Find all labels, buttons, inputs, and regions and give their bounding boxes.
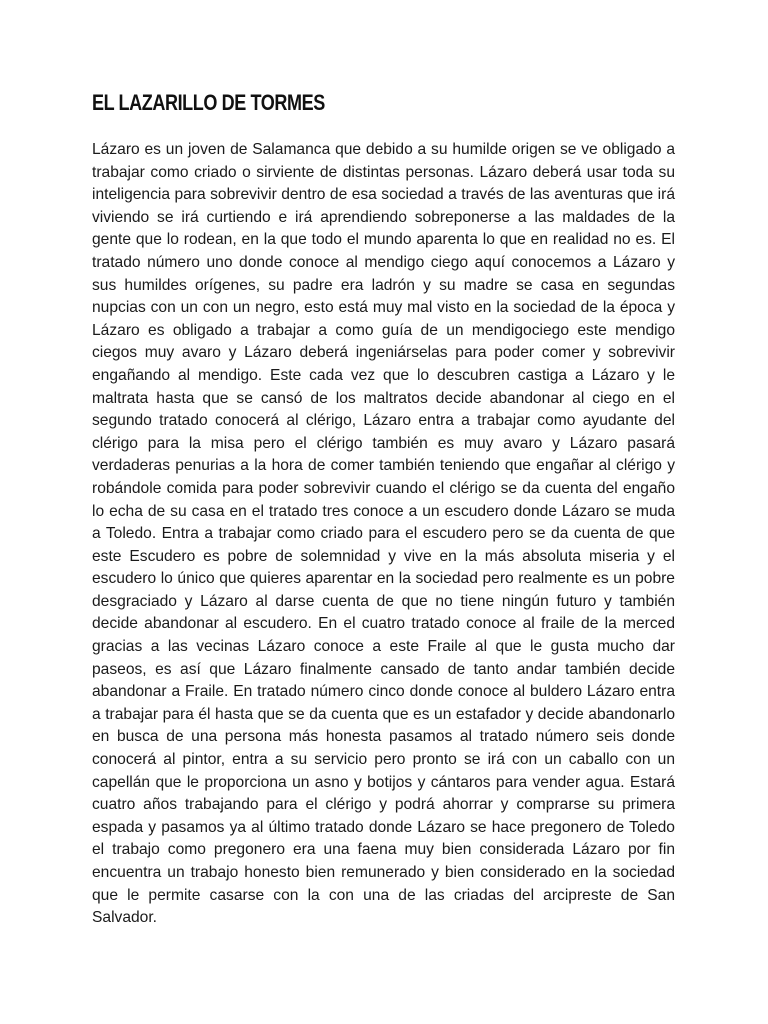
document-body-paragraph: Lázaro es un joven de Salamanca que debido a su humilde origen se ve obligado a trabajar como criado o sirviente de distintas personas. Lázaro deberá usar toda su inteligencia para sobrevivir dentro de esa sociedad a través de las aventuras que irá viviendo se irá curtiendo e irá aprendiendo sobreponerse a las maldades de la gente que lo rodean, en la que todo el mundo aparenta lo que en realidad no es. El tratado número uno donde conoce al mendigo ciego aquí conocemos a Lázaro y sus humildes orígenes, su padre era ladrón y su madre se casa en segundas nupcias con un con un negro, esto está muy mal visto en la sociedad de la época y Lázaro es obligado a trabajar a como guía de un mendigociego este mendigo ciegos muy avaro y Lázaro deberá ingeniárselas para poder comer y sobrevivir engañando al mendigo. Este cada vez que lo descubren castiga a Lázaro y le maltrata hasta que se cansó de los maltratos decide abandonar al ciego en el segundo tratado conocerá al clérigo, Lázaro entra a trabajar como ayudante del clérigo para la misa pero el clérigo también es muy avaro y Lázaro pasará verdaderas penurias a la hora de comer también teniendo que engañar al clérigo y robándole comida para poder sobrevivir cuando el clérigo se da cuenta del engaño lo echa de su casa en el tratado tres conoce a un escudero donde Lázaro se muda a Toledo. Entra a trabajar como criado para el escudero pero se da cuenta de que este Escudero es pobre de solemnidad y vive en la más absoluta miseria y el escudero lo único que quieres aparentar en la sociedad pero realmente es un pobre desgraciado y Lázaro al darse cuenta de que no tiene ningún futuro y también decide abandonar al escudero. En el cuatro tratado conoce al fraile de la merced gracias a las vecinas Lázaro conoce a este Fraile al que le gusta mucho dar paseos, es así que Lázaro finalmente cansado de tanto andar también decide abandonar a Fraile. En tratado número cinco donde conoce al buldero Lázaro entra a trabajar para él hasta que se da cuenta que es un estafador y decide abandonarlo en busca de una persona más honesta pasamos al tratado número seis donde conocerá al pintor, entra a su servicio pero pronto se irá con un caballo con un capellán que le proporciona un asno y botijos y cántaros para vender agua. Estará cuatro años trabajando para el clérigo y podrá ahorrar y comprarse su primera espada y pasamos ya al último tratado donde Lázaro se hace pregonero de Toledo el trabajo como pregonero era una faena muy bien considerada Lázaro por fin encuentra un trabajo honesto bien remunerado y bien considerado en la sociedad que le permite casarse con la con una de las criadas del arcipreste de San Salvador. [92, 141, 675, 927]
document-title: EL LAZARILLO DE TORMES [92, 90, 325, 115]
